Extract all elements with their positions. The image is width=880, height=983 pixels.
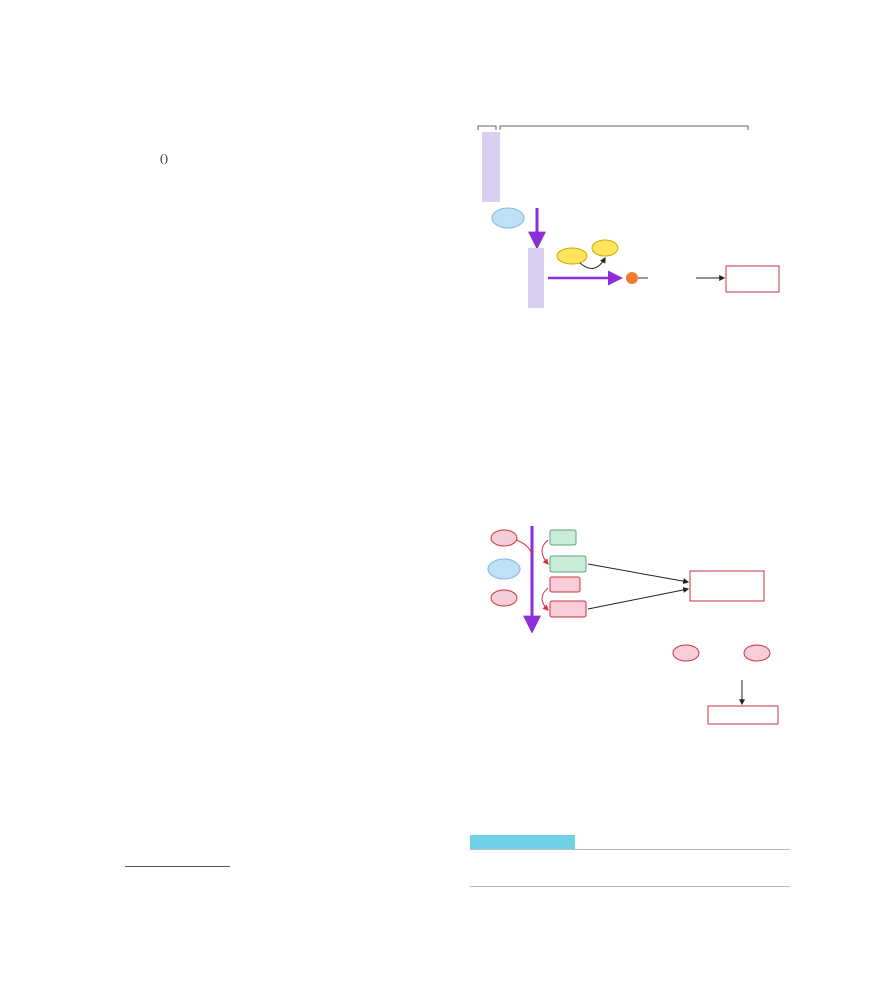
nad-curve bbox=[542, 588, 548, 610]
electron-transport-box bbox=[690, 571, 764, 601]
left-column bbox=[125, 108, 447, 206]
nadh-badge bbox=[550, 601, 586, 617]
h2o-cloud-b bbox=[488, 559, 520, 579]
glycerol-highlight bbox=[482, 132, 500, 202]
figure-caption bbox=[467, 741, 789, 753]
coa-join-curve bbox=[516, 540, 532, 554]
fadh2-to-etc-arrow bbox=[588, 564, 688, 582]
h2o-cloud-a bbox=[492, 208, 524, 228]
coa-badge-top bbox=[491, 530, 517, 546]
fatty-acid-brace bbox=[500, 126, 748, 130]
nad-badge bbox=[550, 577, 580, 592]
atp-badge bbox=[557, 248, 587, 264]
to-step-5-glycolysis-box bbox=[726, 266, 779, 292]
tell-me-why-label bbox=[470, 835, 575, 850]
adp-badge bbox=[592, 240, 618, 256]
coa-badge-mid bbox=[491, 590, 517, 606]
lipid-paragraph-2: () bbox=[157, 151, 168, 165]
tell-me-rule-top bbox=[470, 849, 790, 850]
acetyl-coa-badge bbox=[744, 645, 770, 661]
nadh-to-etc-arrow bbox=[588, 589, 688, 609]
glycerol-free-highlight bbox=[528, 248, 544, 308]
shorter-coa-badge bbox=[673, 645, 699, 661]
figure-5-21-diagram bbox=[460, 108, 790, 738]
to-krebs-cycle-box bbox=[708, 706, 778, 724]
fad-curve bbox=[542, 540, 548, 564]
fadh2-badge bbox=[550, 556, 586, 572]
footnote-rule bbox=[125, 866, 230, 867]
fad-badge bbox=[550, 530, 576, 545]
glycerol-brace bbox=[478, 126, 496, 130]
dhap-molecule bbox=[626, 272, 648, 284]
tell-me-rule-bottom bbox=[470, 886, 790, 887]
